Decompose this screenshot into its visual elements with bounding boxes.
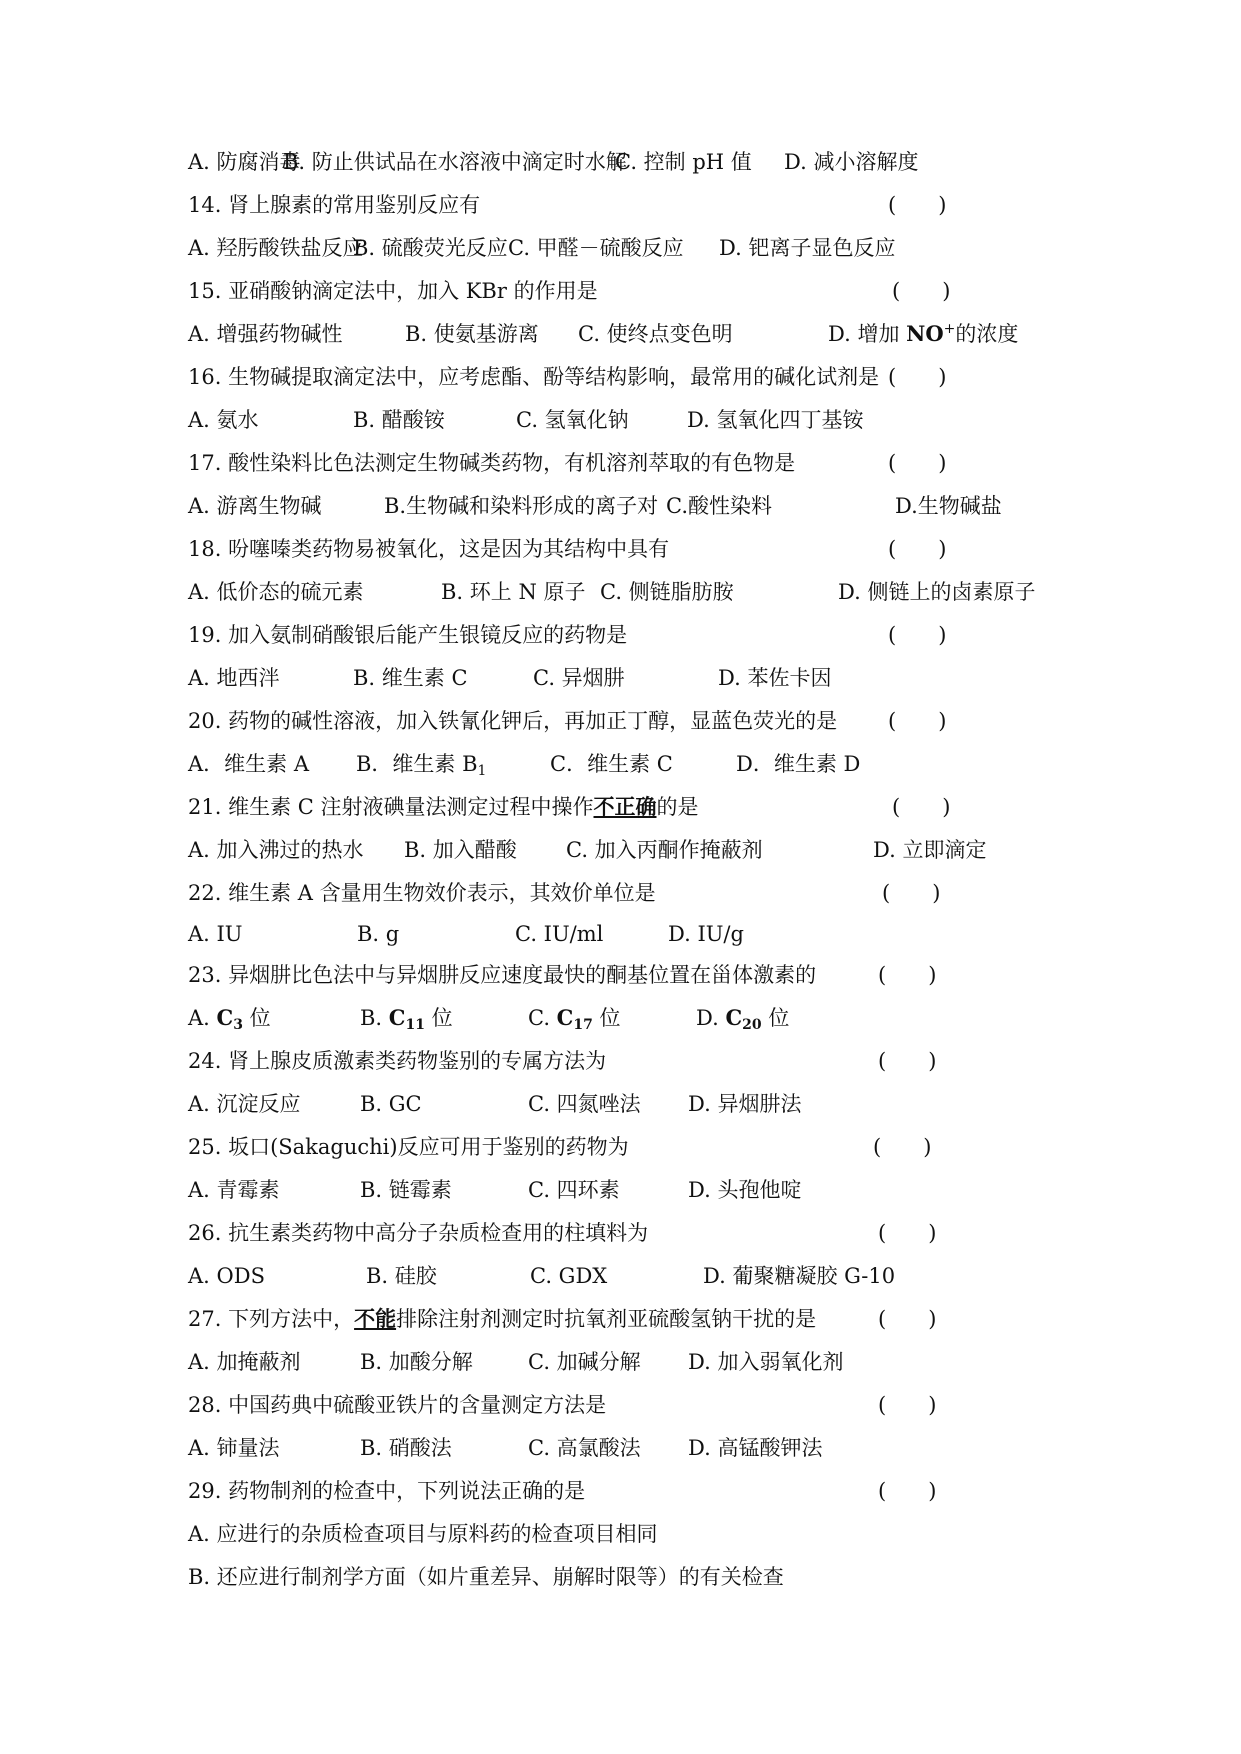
option-15-c: C. 使终点变色明 [578, 322, 733, 346]
answer-bracket: ( ) [878, 1479, 937, 1503]
option-25-a: A. 青霉素 [188, 1178, 280, 1202]
option-21-c: C. 加入丙酮作掩蔽剂 [566, 838, 763, 862]
option-29-b [188, 1562, 1068, 1592]
question-18-text: 18. 吩噻嗪类药物易被氧化，这是因为其结构中具有 [188, 537, 670, 561]
option-16-a: A. 氨水 [188, 408, 259, 432]
option-18-d: D. 侧链上的卤素原子 [838, 580, 1036, 604]
option-25-d: D. 头孢他啶 [688, 1178, 802, 1202]
option-13-c: C. 控制 pH 值 [615, 150, 752, 174]
options-19 [188, 663, 1068, 693]
question-28 [188, 1390, 1068, 1420]
answer-bracket: ( ) [892, 279, 951, 303]
answer-bracket: ( ) [888, 193, 947, 217]
question-14 [188, 190, 1068, 220]
option-29-a-text: A. 应进行的杂质检查项目与原料药的检查项目相同 [188, 1522, 658, 1546]
question-27-text: 27. 下列方法中，不能排除注射剂测定时抗氧剂亚硫酸氢钠干扰的是 [188, 1306, 817, 1331]
options-26 [188, 1261, 1068, 1291]
option-20-a: A．维生素 A [188, 752, 310, 776]
option-26-b: B. 硅胶 [366, 1264, 437, 1288]
question-16 [188, 362, 1068, 392]
option-20-d: D．维生素 D [736, 752, 861, 776]
option-19-a: A. 地西泮 [188, 666, 280, 690]
answer-bracket: ( ) [888, 537, 947, 561]
option-22-a: A. IU [188, 922, 243, 946]
question-24 [188, 1046, 1068, 1076]
option-25-c: C. 四环素 [528, 1178, 620, 1202]
option-23-d: D. $C_{20}$ 位 [696, 1005, 790, 1033]
question-22 [188, 878, 1068, 908]
option-17-a: A. 游离生物碱 [188, 494, 322, 518]
option-28-b: B. 硝酸法 [360, 1436, 452, 1460]
option-15-b: B. 使氨基游离 [405, 322, 539, 346]
answer-bracket: ( ) [892, 795, 951, 819]
option-17-b: B.生物碱和染料形成的离子对 [384, 494, 659, 518]
options-14 [188, 233, 1068, 263]
option-28-d: D. 高锰酸钾法 [688, 1436, 823, 1460]
question-27 [188, 1304, 1068, 1334]
options-18 [188, 577, 1068, 607]
question-20-text: 20. 药物的碱性溶液，加入铁氰化钾后，再加正丁醇，显蓝色荧光的是 [188, 709, 838, 733]
option-21-b: B. 加入醋酸 [404, 838, 517, 862]
options-21 [188, 835, 1068, 865]
options-20 [188, 749, 1068, 779]
option-29-a [188, 1519, 1068, 1549]
options-28 [188, 1433, 1068, 1463]
options-15 [188, 319, 1068, 349]
question-23-text: 23. 异烟肼比色法中与异烟肼反应速度最快的酮基位置在甾体激素的 [188, 963, 817, 987]
option-21-d: D. 立即滴定 [873, 838, 987, 862]
option-24-c: C. 四氮唑法 [528, 1092, 641, 1116]
option-16-b: B. 醋酸铵 [353, 408, 445, 432]
option-17-d: D.生物碱盐 [895, 494, 1002, 518]
question-26-text: 26. 抗生素类药物中高分子杂质检查用的柱填料为 [188, 1221, 649, 1245]
answer-bracket: ( ) [878, 1221, 937, 1245]
question-17-text: 17. 酸性染料比色法测定生物碱类药物，有机溶剂萃取的有色物是 [188, 451, 796, 475]
options-17 [188, 491, 1068, 521]
option-27-c: C. 加碱分解 [528, 1350, 641, 1374]
option-27-d: D. 加入弱氧化剂 [688, 1350, 844, 1374]
options-27 [188, 1347, 1068, 1377]
answer-bracket: ( ) [878, 1307, 937, 1331]
option-24-a: A. 沉淀反应 [188, 1092, 301, 1116]
option-19-c: C. 异烟肼 [533, 666, 625, 690]
question-29-text: 29. 药物制剂的检查中，下列说法正确的是 [188, 1479, 586, 1503]
question-15 [188, 276, 1068, 306]
option-26-d: D. 葡聚糖凝胶 G-10 [703, 1264, 896, 1288]
question-15-text: 15. 亚硝酸钠滴定法中，加入 KBr 的作用是 [188, 279, 598, 303]
option-19-b: B. 维生素 C [353, 666, 468, 690]
question-20 [188, 706, 1068, 736]
question-22-text: 22. 维生素 A 含量用生物效价表示，其效价单位是 [188, 881, 656, 905]
question-23 [188, 960, 1068, 990]
question-21 [188, 792, 1068, 822]
option-24-d: D. 异烟肼法 [688, 1092, 802, 1116]
option-27-b: B. 加酸分解 [360, 1350, 473, 1374]
options-25 [188, 1175, 1068, 1205]
question-19 [188, 620, 1068, 650]
answer-bracket: ( ) [888, 623, 947, 647]
answer-bracket: ( ) [888, 451, 947, 475]
options-13 [188, 147, 1068, 177]
option-18-a: A. 低价态的硫元素 [188, 580, 364, 604]
question-26 [188, 1218, 1068, 1248]
question-14-text: 14. 肾上腺素的常用鉴别反应有 [188, 193, 481, 217]
question-19-text: 19. 加入氨制硝酸银后能产生银镜反应的药物是 [188, 623, 628, 647]
question-17 [188, 448, 1068, 478]
option-25-b: B. 链霉素 [360, 1178, 452, 1202]
option-22-c: C. IU/ml [515, 922, 604, 946]
question-25 [188, 1132, 1068, 1162]
options-23 [188, 1003, 1068, 1033]
option-13-b: B. 防止供试品在水溶液中滴定时水解 [283, 150, 627, 174]
option-23-b: B. $C_{11}$ 位 [360, 1005, 453, 1033]
option-28-c: C. 高氯酸法 [528, 1436, 641, 1460]
answer-bracket: ( ) [878, 1049, 937, 1073]
option-18-b: B. 环上 N 原子 [441, 580, 586, 604]
option-20-b: B．维生素 $B_1$ [356, 752, 487, 779]
question-25-text: 25. 坂口(Sakaguchi)反应可用于鉴别的药物为 [188, 1135, 629, 1159]
options-16 [188, 405, 1068, 435]
option-26-c: C. GDX [530, 1264, 608, 1288]
answer-bracket: ( ) [878, 1393, 937, 1417]
option-18-c: C. 侧链脂肪胺 [600, 580, 734, 604]
option-20-c: C．维生素 C [550, 752, 673, 776]
answer-bracket: ( ) [873, 1135, 932, 1159]
question-21-text: 21. 维生素 C 注射液碘量法测定过程中操作不正确的是 [188, 794, 699, 819]
option-27-a: A. 加掩蔽剂 [188, 1350, 301, 1374]
option-28-a: A. 铈量法 [188, 1436, 280, 1460]
answer-bracket: ( ) [882, 881, 941, 905]
answer-bracket: ( ) [888, 365, 947, 389]
option-14-a: A. 羟肟酸铁盐反应 [188, 236, 364, 260]
option-14-b: B. 硫酸荧光反应 [353, 236, 508, 260]
option-17-c: C.酸性染料 [666, 494, 772, 518]
option-13-a: A. 防腐消毒 [188, 150, 301, 174]
emphasis-cannot: 不能 [354, 1306, 397, 1331]
question-18 [188, 534, 1068, 564]
option-14-c: C. 甲醛－硫酸反应 [508, 236, 684, 260]
option-16-c: C. 氢氧化钠 [516, 408, 629, 432]
option-15-d: D. 增加 NO+的浓度 [828, 321, 1019, 346]
option-26-a: A. ODS [188, 1264, 265, 1288]
answer-bracket: ( ) [878, 963, 937, 987]
question-29 [188, 1476, 1068, 1506]
question-24-text: 24. 肾上腺皮质激素类药物鉴别的专属方法为 [188, 1049, 607, 1073]
options-22 [188, 919, 1068, 949]
option-24-b: B. GC [360, 1092, 422, 1116]
question-16-text: 16. 生物碱提取滴定法中，应考虑酯、酚等结构影响，最常用的碱化试剂是 [188, 365, 880, 389]
option-15-a: A. 增强药物碱性 [188, 322, 343, 346]
question-28-text: 28. 中国药典中硫酸亚铁片的含量测定方法是 [188, 1393, 607, 1417]
option-23-a: A. $C_3$ 位 [188, 1005, 271, 1033]
option-13-d: D. 减小溶解度 [784, 150, 919, 174]
option-21-a: A. 加入沸过的热水 [188, 838, 364, 862]
option-23-c: C. $C_{17}$ 位 [528, 1005, 621, 1033]
answer-bracket: ( ) [888, 709, 947, 733]
option-19-d: D. 苯佐卡因 [718, 666, 832, 690]
option-14-d: D. 钯离子显色反应 [719, 236, 896, 260]
option-22-d: D. IU/g [668, 922, 744, 946]
option-16-d: D. 氢氧化四丁基铵 [687, 408, 864, 432]
option-29-b-text: B. 还应进行制剂学方面（如片重差异、崩解时限等）的有关检查 [188, 1565, 784, 1589]
emphasis-not-correct: 不正确 [593, 794, 657, 819]
option-22-b: B. g [357, 922, 400, 946]
options-24 [188, 1089, 1068, 1119]
